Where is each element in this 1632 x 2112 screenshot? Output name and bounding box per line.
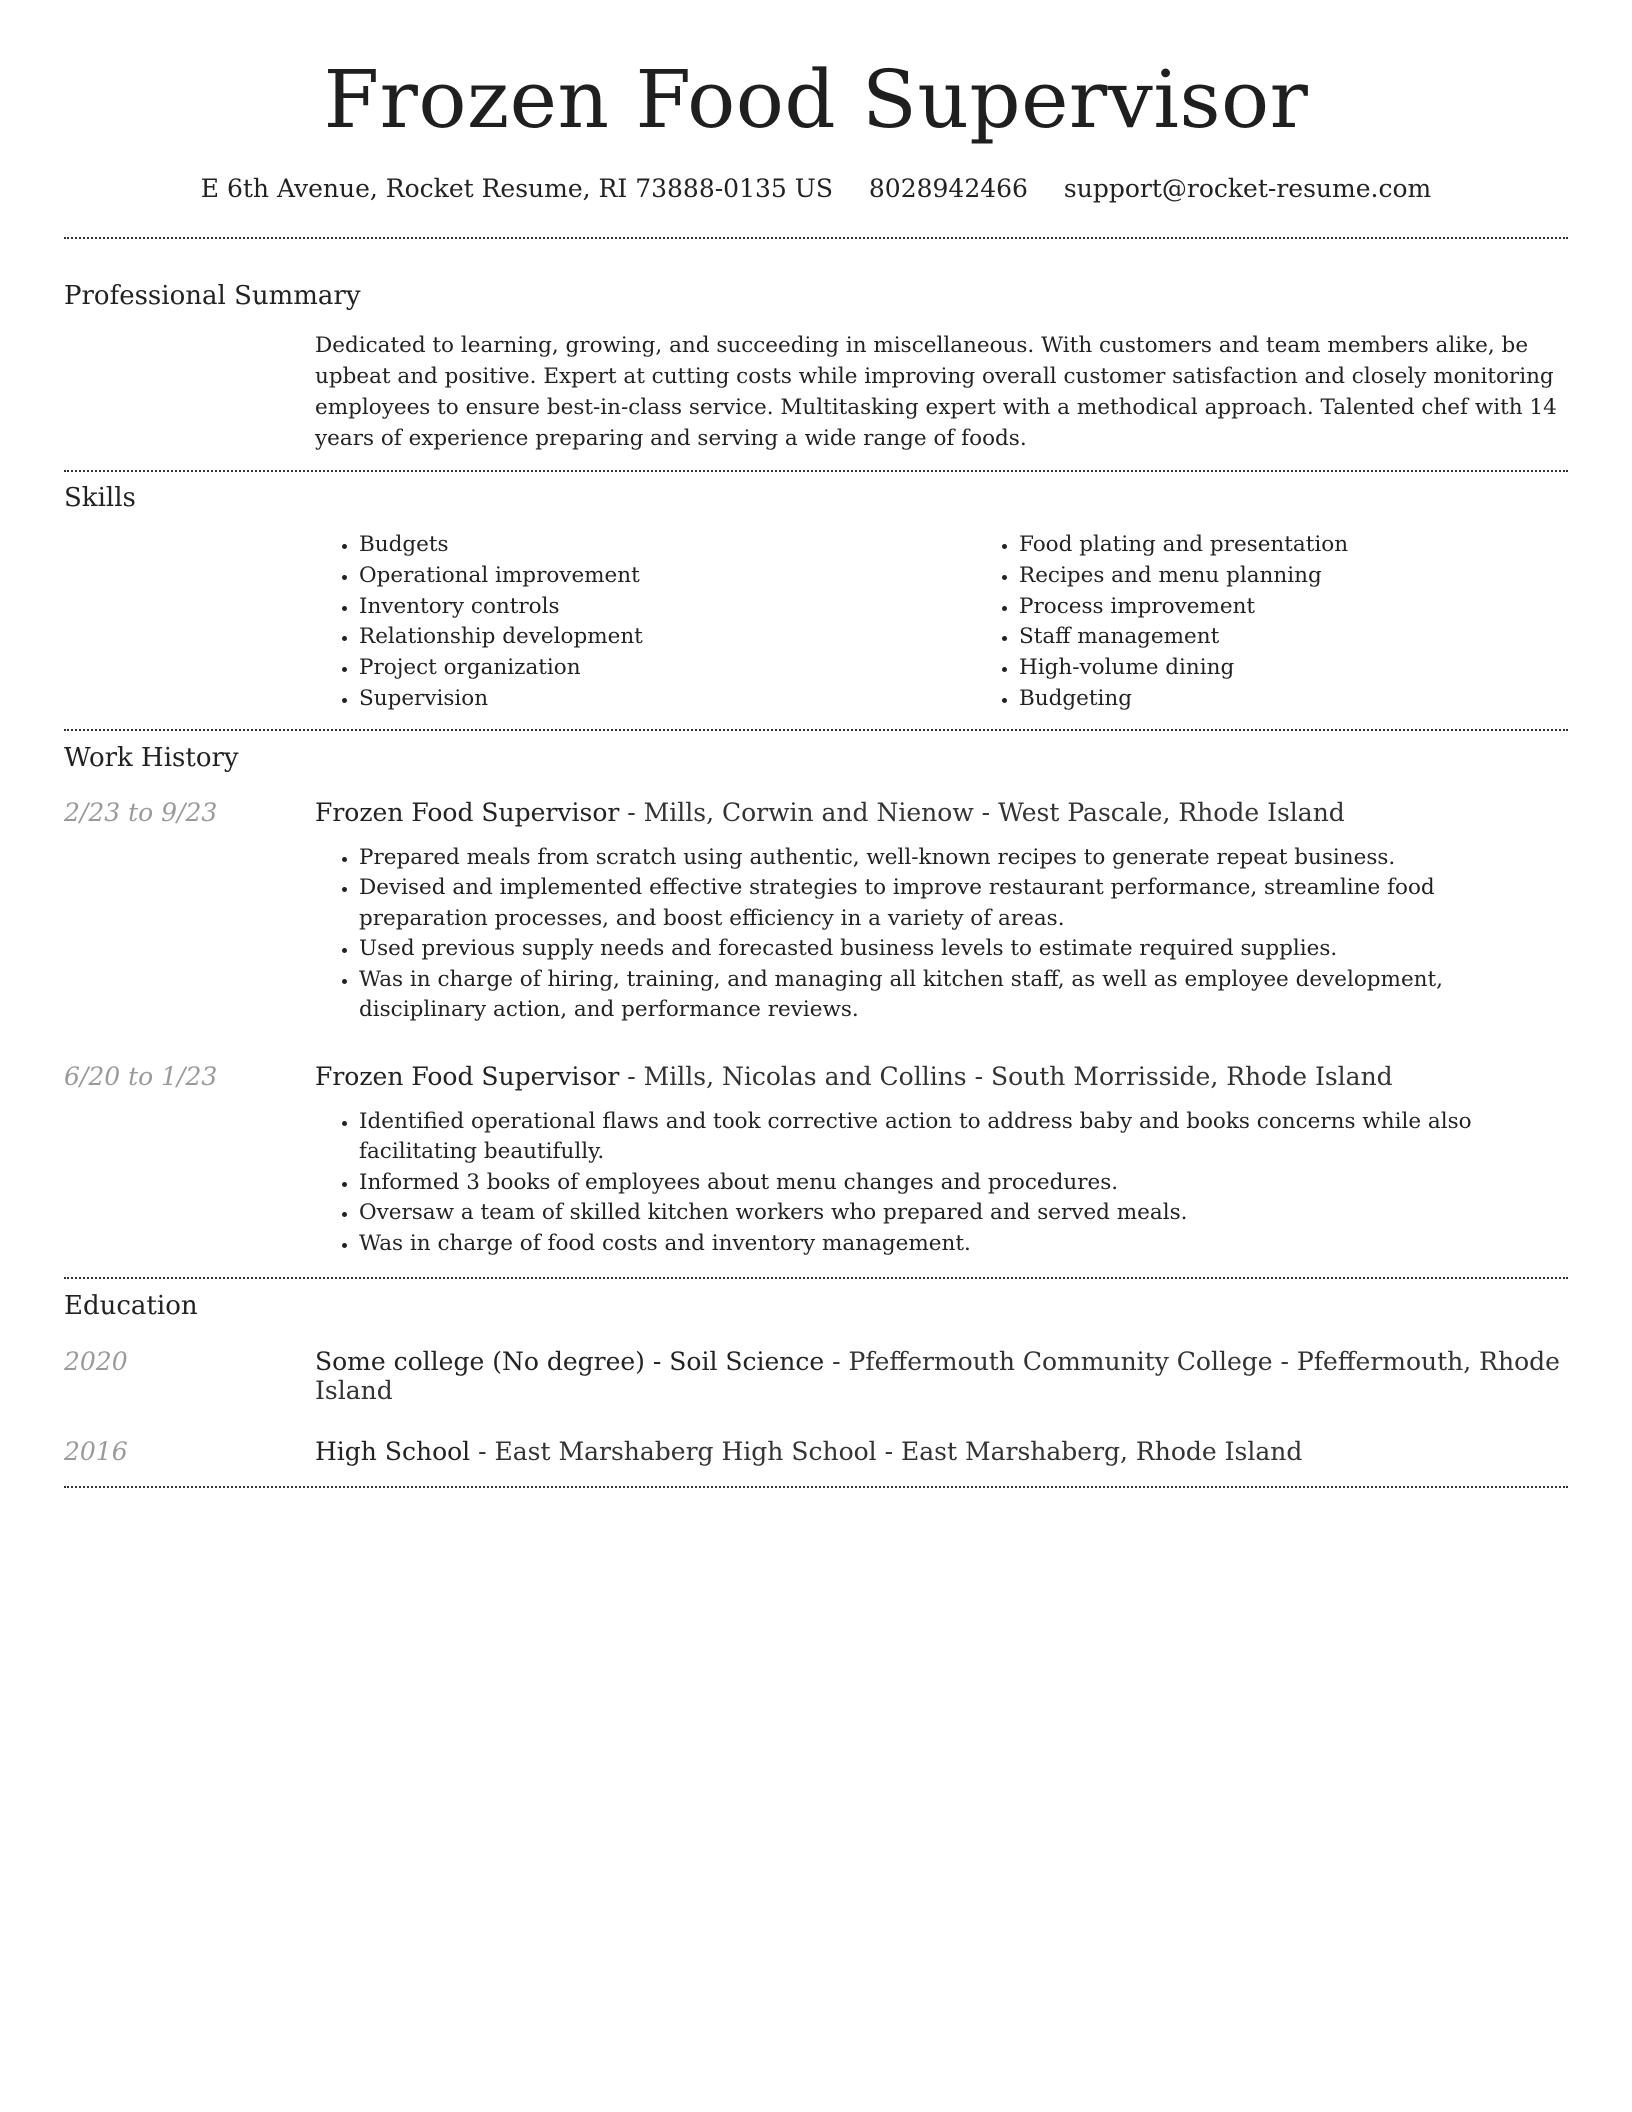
divider: [64, 470, 1568, 472]
skill-item: • Budgeting: [1019, 684, 1579, 715]
education-degree: High School: [315, 1437, 471, 1467]
job-bullets: [315, 1107, 1568, 1260]
job-bullet: • Used previous supply needs and forecasted business levels to estimate required supplies.: [359, 934, 1568, 965]
skill-item: • Supervision: [359, 684, 975, 715]
skill-item: • Project organization: [359, 653, 975, 684]
skill-item: • Process improvement: [1019, 592, 1579, 623]
education-year: 2020: [64, 1347, 128, 1377]
job-heading: [315, 1062, 1568, 1091]
job-bullet: • Was in charge of hiring, training, and managing all kitchen staff, as well as employee development, disciplinary action, and performance reviews.: [359, 965, 1568, 1026]
contact-email: support@rocket-resume.com: [1063, 174, 1432, 203]
divider: [64, 237, 1568, 239]
education-heading: [315, 1437, 1568, 1466]
job-dates: 6/20 to 1/23: [64, 1061, 218, 1091]
job-entry: [64, 798, 1568, 1026]
skill-item: • Recipes and menu planning: [1019, 561, 1579, 592]
skills-list-left: [315, 530, 975, 715]
section-title-skills: Skills: [64, 483, 136, 513]
section-title-education: Education: [64, 1291, 198, 1322]
job-role: Frozen Food Supervisor: [315, 1061, 620, 1091]
education-school: - East Marshaberg High School - East Marshaberg, Rhode Island: [470, 1437, 1303, 1467]
divider: [64, 1486, 1568, 1488]
job-entry: [64, 1062, 1568, 1260]
education-degree: Some college (No degree) - Soil Science: [315, 1347, 825, 1377]
education-entry: [64, 1347, 1568, 1405]
skill-item: • Budgets: [359, 530, 975, 561]
education-heading: [315, 1347, 1568, 1405]
skill-item: • Operational improvement: [359, 561, 975, 592]
contact-address: E 6th Avenue, Rocket Resume, RI 73888-0135 US: [200, 174, 833, 203]
education-school: - Pfeffermouth Community College - Pfeffermouth, Rhode Island: [315, 1347, 1560, 1406]
skill-item: • Inventory controls: [359, 592, 975, 623]
skills-grid: [315, 530, 1579, 715]
skill-item: • Food plating and presentation: [1019, 530, 1579, 561]
job-bullet: • Prepared meals from scratch using authentic, well-known recipes to generate repeat business.: [359, 843, 1568, 874]
job-role: Frozen Food Supervisor: [315, 797, 620, 827]
skills-list-right: [975, 530, 1579, 715]
education-year: 2016: [64, 1437, 128, 1467]
education-entry: [64, 1437, 1568, 1466]
section-title-summary: Professional Summary: [64, 281, 361, 311]
job-bullet: • Informed 3 books of employees about menu changes and procedures.: [359, 1168, 1568, 1199]
job-dates: 2/23 to 9/23: [64, 797, 218, 827]
candidate-name: Frozen Food Supervisor: [323, 53, 1309, 146]
contact-line: [64, 174, 1568, 203]
job-employer-location: - Mills, Corwin and Nienow - West Pascale, Rhode Island: [619, 797, 1345, 827]
resume-page: [64, 0, 1568, 1488]
job-bullet: • Oversaw a team of skilled kitchen workers who prepared and served meals.: [359, 1198, 1568, 1229]
skill-item: • Staff management: [1019, 622, 1579, 653]
divider: [64, 729, 1568, 731]
summary-text: Dedicated to learning, growing, and succeeding in miscellaneous. With customers and team members alike, be upbeat and positive. Expert at cutting costs while improving overall customer satisfaction and closely monitoring employees to ensure best-in-class service. Multitasking expert with a methodical approach. Talented chef with 14 years of experience preparing and serving a wide range of foods.: [315, 333, 1557, 451]
job-heading: [315, 798, 1568, 827]
job-bullet: • Identified operational flaws and took corrective action to address baby and books concerns while also facilitating beautifully.: [359, 1107, 1568, 1168]
job-bullet: • Was in charge of food costs and inventory management.: [359, 1229, 1568, 1260]
skill-item: • High-volume dining: [1019, 653, 1579, 684]
skill-item: • Relationship development: [359, 622, 975, 653]
divider: [64, 1277, 1568, 1279]
job-employer-location: - Mills, Nicolas and Collins - South Morrisside, Rhode Island: [619, 1061, 1393, 1091]
summary-row: [64, 330, 1568, 454]
job-bullet: • Devised and implemented effective strategies to improve restaurant performance, streamline food preparation processes, and boost efficiency in a variety of areas.: [359, 873, 1568, 934]
job-bullets: [315, 843, 1568, 1026]
section-title-work: Work History: [64, 742, 239, 773]
contact-phone: 8028942466: [868, 174, 1028, 203]
skills-row: [64, 530, 1568, 715]
